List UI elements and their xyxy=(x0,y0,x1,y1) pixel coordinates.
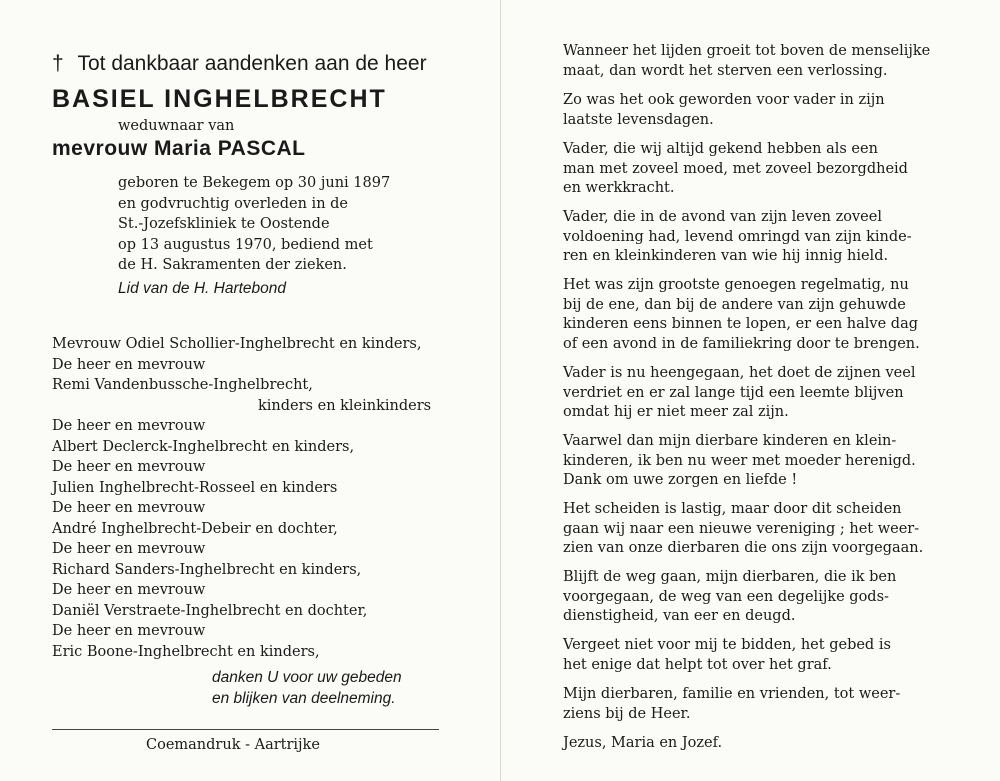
poem-line: Dank om uwe zorgen en liefde ! xyxy=(563,472,798,488)
poem-line: Mijn dierbaren, familie en vrienden, tot weer- xyxy=(563,686,901,702)
family-line: Mevrouw Odiel Schollier-Inghelbrecht en kinders, xyxy=(52,336,422,352)
poem-paragraph xyxy=(563,734,953,754)
poem-line: kinderen, ik ben nu weer met moeder herenigd. xyxy=(563,452,916,469)
cross-symbol: † xyxy=(52,52,64,75)
poem-line: Vader, die in de avond van zijn leven zoveel xyxy=(563,209,882,225)
membership-line: Lid van de H. Hartebond xyxy=(118,280,287,297)
poem-line: Vaarwel dan mijn dierbare kinderen en klein- xyxy=(563,433,897,449)
poem-line: laatste levensdagen. xyxy=(563,111,714,128)
family-line: De heer en mevrouw xyxy=(52,623,206,639)
thanks-line: en blijken van deelneming. xyxy=(212,690,396,707)
poem-line: voldoening had, levend omringd van zijn kinde- xyxy=(563,228,912,245)
biography xyxy=(118,173,390,276)
poem-paragraph xyxy=(563,276,953,354)
family-line: Albert Declerck-Inghelbrecht en kinders, xyxy=(52,438,355,455)
dedication-line xyxy=(52,52,427,76)
poem-paragraph xyxy=(563,500,953,559)
poem-paragraph xyxy=(563,364,953,423)
poem-paragraph xyxy=(563,432,953,491)
divider xyxy=(52,729,439,730)
poem-paragraph xyxy=(563,140,953,199)
poem-line: verdriet en er zal lange tijd een leemte blijven xyxy=(563,384,904,401)
family-line: Eric Boone-Inghelbrecht en kinders, xyxy=(52,643,320,660)
poem-line: dienstigheid, van eer en deugd. xyxy=(563,608,796,624)
poem-paragraph xyxy=(563,91,953,130)
poem-line: Wanneer het lijden groeit tot boven de menselijke xyxy=(563,43,931,59)
poem-line: ziens bij de Heer. xyxy=(563,705,691,722)
poem-line: Jezus, Maria en Jozef. xyxy=(563,735,723,751)
poem-line: Zo was het ook geworden voor vader in zijn xyxy=(563,92,885,108)
family-line: Remi Vandenbussche-Inghelbrecht, xyxy=(52,377,313,393)
bio-line: op 13 augustus 1970, bediend met xyxy=(118,236,373,253)
printer-credit: Coemandruk - Aartrijke xyxy=(146,737,320,753)
poem-paragraph xyxy=(563,685,953,724)
family-line: De heer en mevrouw xyxy=(52,541,206,557)
family-line: De heer en mevrouw xyxy=(52,459,206,475)
family-line: Julien Inghelbrecht-Rosseel en kinders xyxy=(52,479,338,496)
poem-line: Het was zijn grootste genoegen regelmatig, nu xyxy=(563,277,909,293)
family-line: Richard Sanders-Inghelbrecht en kinders, xyxy=(52,561,362,578)
thanks-block xyxy=(212,667,402,709)
thanks-line: danken U voor uw gebeden xyxy=(212,669,402,686)
poem-line: man met zoveel moed, met zoveel bezorgdheid xyxy=(563,160,908,177)
poem-line: Vader is nu heengegaan, het doet de zijnen veel xyxy=(563,365,916,381)
family-line: De heer en mevrouw xyxy=(52,582,206,598)
bio-line: de H. Sakramenten der zieken. xyxy=(118,257,347,273)
poem-paragraph xyxy=(563,208,953,267)
family-line: De heer en mevrouw xyxy=(52,356,206,373)
bio-line: St.-Jozefskliniek te Oostende xyxy=(118,216,330,232)
poem-paragraph xyxy=(563,568,953,627)
poem-line: gaan wij naar een nieuwe vereniging ; het weer- xyxy=(563,520,920,537)
deceased-name: BASIEL INGHELBRECHT xyxy=(52,85,387,113)
widower-label: weduwnaar van xyxy=(118,118,235,134)
poem-line: kinderen eens binnen te lopen, er een halve dag xyxy=(563,316,919,332)
family-line: De heer en mevrouw xyxy=(52,418,206,434)
poem-paragraph xyxy=(563,42,953,81)
family-line: kinders en kleinkinders xyxy=(258,397,432,414)
poem-line: Het scheiden is lastig, maar door dit scheiden xyxy=(563,501,902,517)
poem-line: bij de ene, dan bij de andere van zijn gehuwde xyxy=(563,296,906,313)
poem-line: zien van onze dierbaren die ons zijn voorgegaan. xyxy=(563,540,924,556)
poem-line: het enige dat helpt tot over het graf. xyxy=(563,656,832,673)
dedication-text: Tot dankbaar aandenken aan de heer xyxy=(77,52,427,75)
poem-paragraph xyxy=(563,636,953,675)
poem-line: of een avond in de familiekring door te brengen. xyxy=(563,335,920,352)
bio-line: en godvruchtig overleden in de xyxy=(118,195,349,212)
poem-line: ren en kleinkinderen van wie hij innig hield. xyxy=(563,248,889,264)
poem-line: Vergeet niet voor mij te bidden, het gebed is xyxy=(563,637,891,653)
poem-line: Blijft de weg gaan, mijn dierbaren, die ik ben xyxy=(563,569,897,585)
family-list xyxy=(52,334,442,662)
bio-line: geboren te Bekegem op 30 juni 1897 xyxy=(118,175,391,191)
family-line: André Inghelbrecht-Debeir en dochter, xyxy=(52,520,338,537)
right-panel xyxy=(500,0,1000,781)
poem-line: omdat hij er niet meer zal zijn. xyxy=(563,404,789,420)
family-line: De heer en mevrouw xyxy=(52,500,206,516)
poem-line: Vader, die wij altijd gekend hebben als een xyxy=(563,141,878,157)
family-line: Daniël Verstraete-Inghelbrecht en dochter, xyxy=(52,602,368,619)
poem-line: maat, dan wordt het sterven een verlossing. xyxy=(563,62,888,79)
poem-line: voorgegaan, de weg van een degelijke gods- xyxy=(563,588,889,605)
spouse-name: mevrouw Maria PASCAL xyxy=(52,137,306,160)
poem-line: en werkkracht. xyxy=(563,180,675,196)
